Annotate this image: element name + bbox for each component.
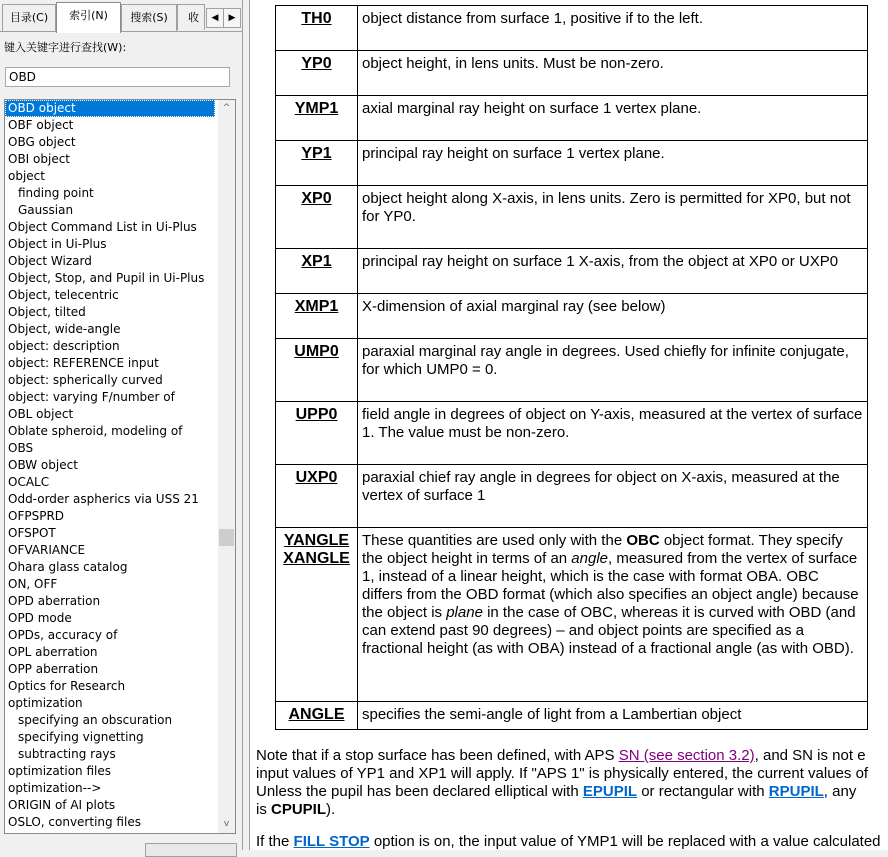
tab-scroll-left-icon[interactable]: ◀ <box>206 8 224 28</box>
param-name: UPP0 <box>295 406 338 423</box>
index-list-item[interactable]: OPDs, accuracy of <box>8 628 118 642</box>
keyword-label: 键入关键字进行查找(W): <box>4 41 127 54</box>
index-list-item[interactable]: Object, wide-angle <box>8 322 121 336</box>
param-name-cell <box>276 51 358 96</box>
note-text: If the <box>256 833 294 850</box>
param-name-cell <box>276 402 358 465</box>
fill-stop-paragraph <box>256 833 888 850</box>
index-list-item[interactable]: OBD object <box>5 100 215 117</box>
tab-contents[interactable]: 目录(C) <box>2 4 56 31</box>
index-list-item[interactable]: object: description <box>8 339 120 353</box>
param-name-cell <box>276 186 358 249</box>
param-name: TH0 <box>301 10 332 27</box>
param-name-cell <box>276 6 358 51</box>
param-name-cell <box>276 96 358 141</box>
tab-favorites[interactable]: 收 <box>177 4 205 30</box>
index-list-item[interactable]: specifying vignetting <box>18 730 144 744</box>
table-row <box>276 528 868 702</box>
param-name: YMP1 <box>294 100 339 117</box>
index-list-item[interactable]: Odd-order aspherics via USS 21 <box>8 492 199 506</box>
index-list-item[interactable]: specifying an obscuration <box>18 713 173 727</box>
param-name-cell <box>276 702 358 730</box>
param-name-cell <box>276 465 358 528</box>
param-description: principal ray height on surface 1 vertex plane. <box>358 141 868 186</box>
nav-tab-strip <box>0 0 242 34</box>
notes-section <box>256 747 888 850</box>
index-list-item[interactable]: OPL aberration <box>8 645 98 659</box>
param-description: specifies the semi-angle of light from a Lambertian object <box>358 702 868 730</box>
display-button[interactable] <box>145 843 237 857</box>
note-text: , any <box>823 783 857 800</box>
tab-divider <box>0 31 242 32</box>
param-name: YANGLE <box>283 532 350 549</box>
index-list-item[interactable]: OSLO, converting files <box>8 815 141 829</box>
param-name: XP0 <box>301 190 332 207</box>
index-list-item[interactable]: optimization <box>8 696 83 710</box>
index-list-item[interactable]: Object, telecentric <box>8 288 119 302</box>
table-row <box>276 294 868 339</box>
index-list-item[interactable]: Optics for Research <box>8 679 126 693</box>
param-description: axial marginal ray height on surface 1 vertex plane. <box>358 96 868 141</box>
note-text: or rectangular with <box>637 783 769 800</box>
param-description: object height, in lens units. Must be non-zero. <box>358 51 868 96</box>
note-text: is <box>256 801 271 818</box>
index-list-item[interactable]: finding point <box>18 186 94 200</box>
index-list-item[interactable]: optimization files <box>8 764 112 778</box>
epupil-link[interactable]: EPUPIL <box>582 783 638 800</box>
index-list-item[interactable]: ORIGIN of AI plots <box>8 798 116 812</box>
pane-splitter[interactable] <box>242 0 250 850</box>
param-name: XMP1 <box>294 298 339 315</box>
index-list-item[interactable]: Object Command List in Ui-Plus <box>8 220 197 234</box>
table-row <box>276 465 868 528</box>
sn-section-link[interactable]: SN (see section 3.2) <box>618 747 755 764</box>
table-row <box>276 51 868 96</box>
note-text: Note that if a stop surface has been defined, with APS <box>256 747 619 764</box>
scroll-thumb[interactable] <box>219 529 234 546</box>
table-row <box>276 339 868 402</box>
note-text: Unless the pupil has been declared elliptical with <box>256 783 583 800</box>
index-listbox[interactable] <box>4 99 236 834</box>
param-description: field angle in degrees of object on Y-axis, measured at the vertex of surface 1. The value must be non-zero. <box>358 402 868 465</box>
index-list-item[interactable]: Ohara glass catalog <box>8 560 128 574</box>
scroll-down-icon[interactable]: v <box>223 819 230 829</box>
object-parameter-table <box>275 5 868 730</box>
index-list-item[interactable]: Oblate spheroid, modeling of <box>8 424 183 438</box>
scroll-up-icon[interactable]: ^ <box>222 103 231 113</box>
param-name: YP0 <box>301 55 332 72</box>
index-list-item[interactable]: OBI object <box>8 152 71 166</box>
param-description: X-dimension of axial marginal ray (see below) <box>358 294 868 339</box>
param-name-cell <box>276 294 358 339</box>
param-name: UXP0 <box>295 469 338 486</box>
index-list-item[interactable]: Gaussian <box>18 203 74 217</box>
index-list-item[interactable]: OBW object <box>8 458 78 472</box>
index-list-item[interactable]: OFSPOT <box>8 526 56 540</box>
index-list-item[interactable]: OCALC <box>8 475 50 489</box>
index-list-item[interactable]: OFVARIANCE <box>8 543 86 557</box>
cpupil-keyword: CPUPIL <box>271 801 327 818</box>
note-text: ). <box>326 801 336 818</box>
table-row <box>276 141 868 186</box>
index-list-item[interactable]: Object, tilted <box>8 305 86 319</box>
table-row <box>276 402 868 465</box>
param-name: ANGLE <box>288 706 345 723</box>
param-name-cell <box>276 528 358 702</box>
param-description: principal ray height on surface 1 X-axis, from the object at XP0 or UXP0 <box>358 249 868 294</box>
index-list-item[interactable]: object: varying F/number of <box>8 390 175 404</box>
index-list-item[interactable]: optimization--> <box>8 781 102 795</box>
tab-scroll-right-icon[interactable]: ▶ <box>223 8 241 28</box>
note-paragraph <box>256 747 888 819</box>
tab-index[interactable]: 索引(N) <box>56 2 121 33</box>
param-name: XP1 <box>301 253 332 270</box>
index-list-item[interactable]: object: spherically curved <box>8 373 163 387</box>
index-scrollbar[interactable] <box>218 100 235 833</box>
param-name-cell <box>276 339 358 402</box>
param-description: object height along X-axis, in lens units. Zero is permitted for XP0, but not for YP0. <box>358 186 868 249</box>
index-list-item[interactable]: OFPSPRD <box>8 509 65 523</box>
index-list-item[interactable]: Object, Stop, and Pupil in Ui-Plus <box>8 271 205 285</box>
index-list-item[interactable]: ON, OFF <box>8 577 58 591</box>
index-list-item[interactable]: OBL object <box>8 407 74 421</box>
index-list-item[interactable]: OPD aberration <box>8 594 101 608</box>
table-row <box>276 96 868 141</box>
table-row <box>276 702 868 730</box>
param-name: UMP0 <box>294 343 339 360</box>
index-list-item[interactable]: subtracting rays <box>18 747 116 761</box>
index-list-item[interactable]: Object Wizard <box>8 254 92 268</box>
table-row <box>276 186 868 249</box>
keyword-search-input[interactable] <box>5 67 230 87</box>
param-description: paraxial chief ray angle in degrees for object on X-axis, measured at the vertex of surface 1 <box>358 465 868 528</box>
param-name-cell <box>276 249 358 294</box>
tab-search[interactable]: 搜索(S) <box>121 4 177 31</box>
index-list-item[interactable]: object <box>8 169 45 183</box>
param-description: object distance from surface 1, positive if to the left. <box>358 6 868 51</box>
rpupil-link[interactable]: RPUPIL <box>768 783 824 800</box>
note-text: option is on, the input value of YMP1 will be replaced with a value calculated <box>369 833 881 850</box>
fill-stop-link[interactable]: FILL STOP <box>293 833 370 850</box>
index-list-item[interactable]: OBS <box>8 441 34 455</box>
param-name-cell <box>276 141 358 186</box>
index-list-item[interactable]: object: REFERENCE input <box>8 356 159 370</box>
param-description: These quantities are used only with the OBC object format. They specify the object height in terms of an angle, measured from the vertex of surface 1, instead of a linear height, which is the case with format OBA. OBC differs from the OBD format (which also specifies an object angle) because the object is plane in the case of OBC, whereas it is curved with OBD (and can extend past 90 degrees) – and object points are specified as a fractional height (as with OBA) instead of a fractional angle (as with OBD). <box>358 528 868 702</box>
note-text: , and SN is not e <box>754 747 866 764</box>
index-list-item[interactable]: OPD mode <box>8 611 72 625</box>
note-text: input values of YP1 and XP1 will apply. If "APS 1" is physically entered, the current values of <box>256 765 869 782</box>
help-content-pane <box>250 0 888 850</box>
index-list-items <box>5 100 215 831</box>
table-row <box>276 6 868 51</box>
table-row <box>276 249 868 294</box>
param-name: XANGLE <box>283 550 350 567</box>
help-navigation-pane <box>0 0 242 850</box>
index-list-item[interactable]: OPP aberration <box>8 662 99 676</box>
param-description: paraxial marginal ray angle in degrees. Used chiefly for infinite conjugate, for which UMP0 = 0. <box>358 339 868 402</box>
param-name: YP1 <box>301 145 332 162</box>
index-list-item[interactable]: Object in Ui-Plus <box>8 237 107 251</box>
index-list-item[interactable]: OBF object <box>8 118 74 132</box>
index-list-item[interactable]: OBG object <box>8 135 76 149</box>
